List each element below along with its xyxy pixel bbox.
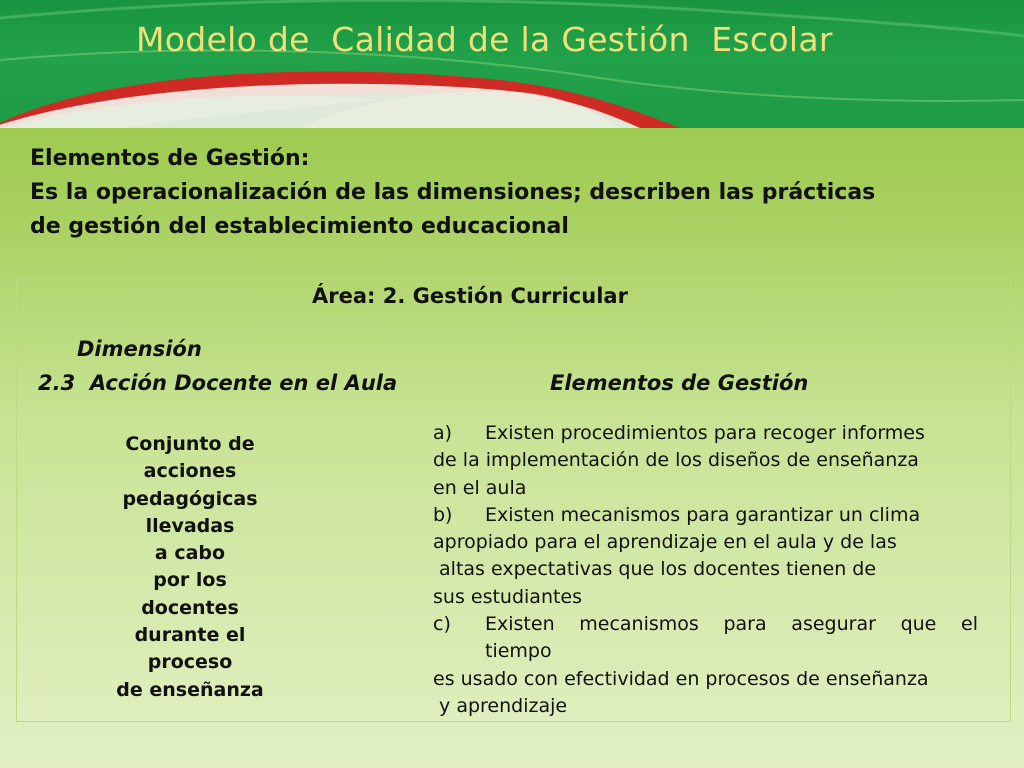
list-text: y aprendizaje: [433, 694, 568, 717]
list-text: Existen procedimientos para recoger informes: [485, 422, 925, 444]
list-text: es usado con efectividad en procesos de enseñanza: [433, 667, 929, 690]
intro-line: Es la operacionalización de las dimensiones; describen las prácticas: [30, 180, 876, 205]
description-line: proceso: [147, 651, 233, 674]
list-text: sus estudiantes: [433, 585, 583, 608]
list-text: en el aula: [433, 476, 527, 499]
description-line: a cabo: [154, 542, 226, 565]
dimension-name: 2.3 Acción Docente en el Aula: [38, 371, 398, 395]
description-line: llevadas: [145, 514, 235, 537]
list-continuation: [433, 638, 978, 665]
list-item-a: [433, 420, 978, 447]
description-line: Conjunto de: [125, 433, 255, 455]
list-marker: b): [433, 503, 453, 526]
list-word: Existen: [485, 613, 555, 636]
list-item-b: [433, 502, 978, 529]
dimension-description: [100, 431, 280, 704]
intro-block: [30, 142, 990, 244]
description-line: pedagógicas: [122, 487, 258, 510]
intro-heading: Elementos de Gestión:: [30, 146, 310, 171]
slide-title: Modelo de Calidad de la Gestión Escolar: [136, 20, 833, 59]
list-indent: [433, 638, 485, 665]
list-text-justified: [485, 611, 978, 638]
list-word: para: [723, 613, 767, 636]
list-text: de la implementación de los diseños de enseñanza: [433, 449, 919, 472]
list-word: asegurar: [791, 613, 876, 636]
elements-heading: Elementos de Gestión: [550, 371, 809, 395]
list-text: Existen mecanismos para garantizar un clima: [485, 503, 921, 526]
list-marker: c): [433, 613, 451, 636]
list-word: que: [900, 613, 937, 636]
list-text: apropiado para el aprendizaje en el aula y de las: [433, 531, 897, 554]
list-marker: a): [433, 422, 453, 444]
list-text: tiempo: [485, 640, 552, 663]
header-banner: [0, 0, 1024, 128]
dimension-label: Dimensión: [77, 337, 202, 361]
list-word: mecanismos: [579, 613, 699, 636]
description-line: por los: [153, 569, 227, 592]
description-line: docentes: [141, 596, 239, 619]
description-line: durante el: [134, 624, 246, 647]
description-line: acciones: [143, 460, 237, 483]
list-word: el: [961, 613, 978, 636]
list-item-c: [433, 611, 978, 638]
area-title: Área: 2. Gestión Curricular: [312, 284, 628, 308]
intro-line: de gestión del establecimiento educacional: [30, 214, 569, 239]
list-text: altas expectativas que los docentes tienen de: [433, 558, 877, 581]
elements-list: [433, 420, 978, 720]
description-line: de enseñanza: [116, 678, 264, 701]
